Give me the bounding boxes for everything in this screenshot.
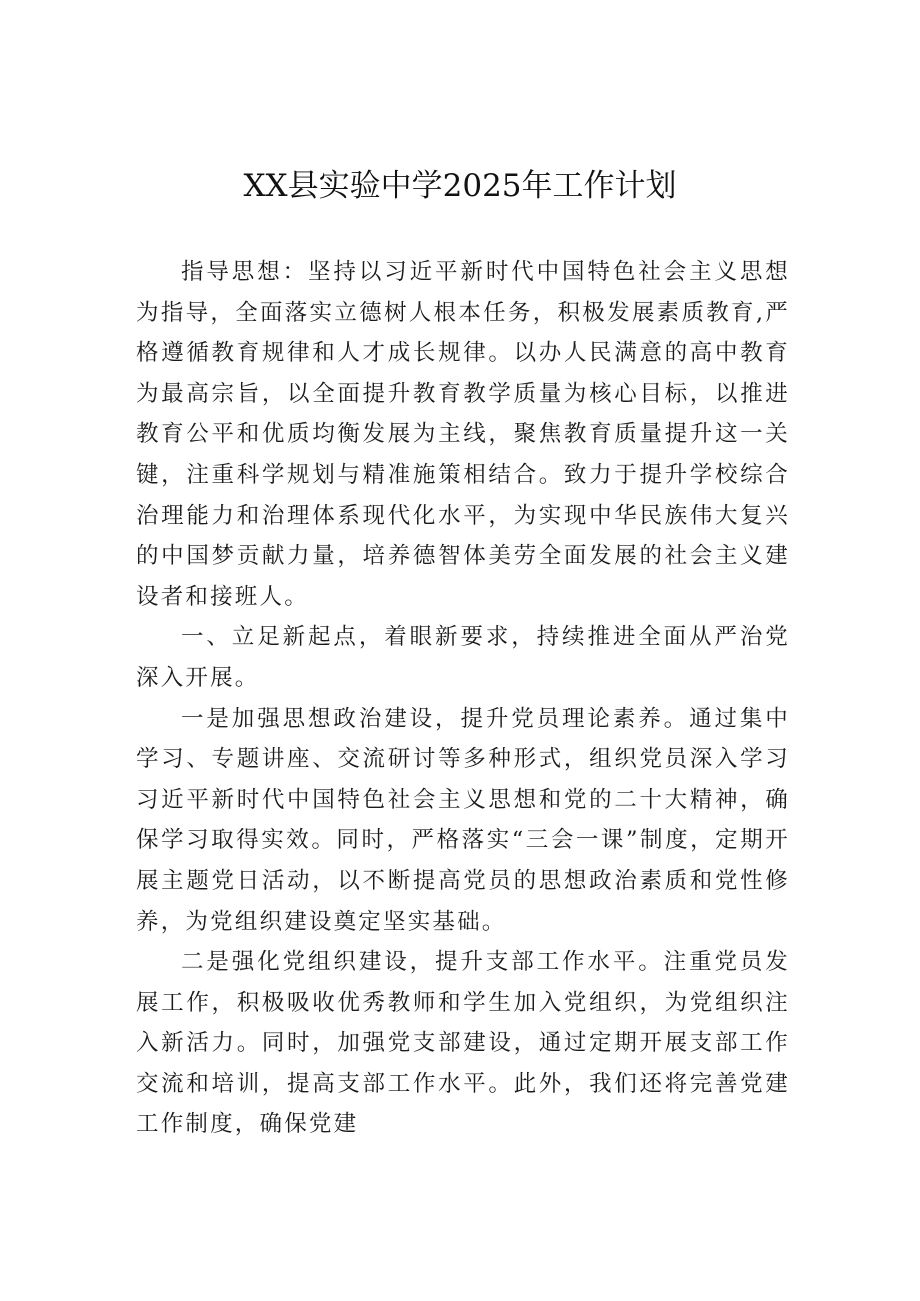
paragraph-guiding-thought: 指导思想：坚持以习近平新时代中国特色社会主义思想为指导，全面落实立德树人根本任务，积极发展素质教育,严格遵循教育规律和人才成长规律。以办人民满意的高中教育为最高宗旨，以全面提升教育教学质量为核心目标，以推进教育公平和优质均衡发展为主线，聚焦教育质量提升这一关键，注重科学规划与精准施策相结合。致力于提升学校综合治理能力和治理体系现代化水平，为实现中华民族伟大复兴的中国梦贡献力量，培养德智体美劳全面发展的社会主义建设者和接班人。 — [136, 259, 790, 610]
document-title: XX县实验中学2025年工作计划 — [243, 168, 677, 204]
paragraph-item-one: 一是加强思想政治建设，提升党员理论素养。通过集中学习、专题讲座、交流研讨等多种形式，组织党员深入学习习近平新时代中国特色社会主义思想和党的二十大精神，确保学习取得实效。同时，严格落实“三会一课”制度，定期开展主题党日活动，以不断提高党员的思想政治素质和党性修养，为党组织建设奠定坚实基础。 — [136, 705, 790, 935]
paragraph-section-one-heading: 一、立足新起点，着眼新要求，持续推进全面从严治党深入开展。 — [136, 624, 790, 691]
document-body — [136, 252, 790, 1145]
paragraph-item-two: 二是强化党组织建设，提升支部工作水平。注重党员发展工作，积极吸收优秀教师和学生加入党组织，为党组织注入新活力。同时，加强党支部建设，通过定期开展支部工作交流和培训，提高支部工作水平。此外，我们还将完善党建工作制度，确保党建 — [136, 949, 790, 1138]
